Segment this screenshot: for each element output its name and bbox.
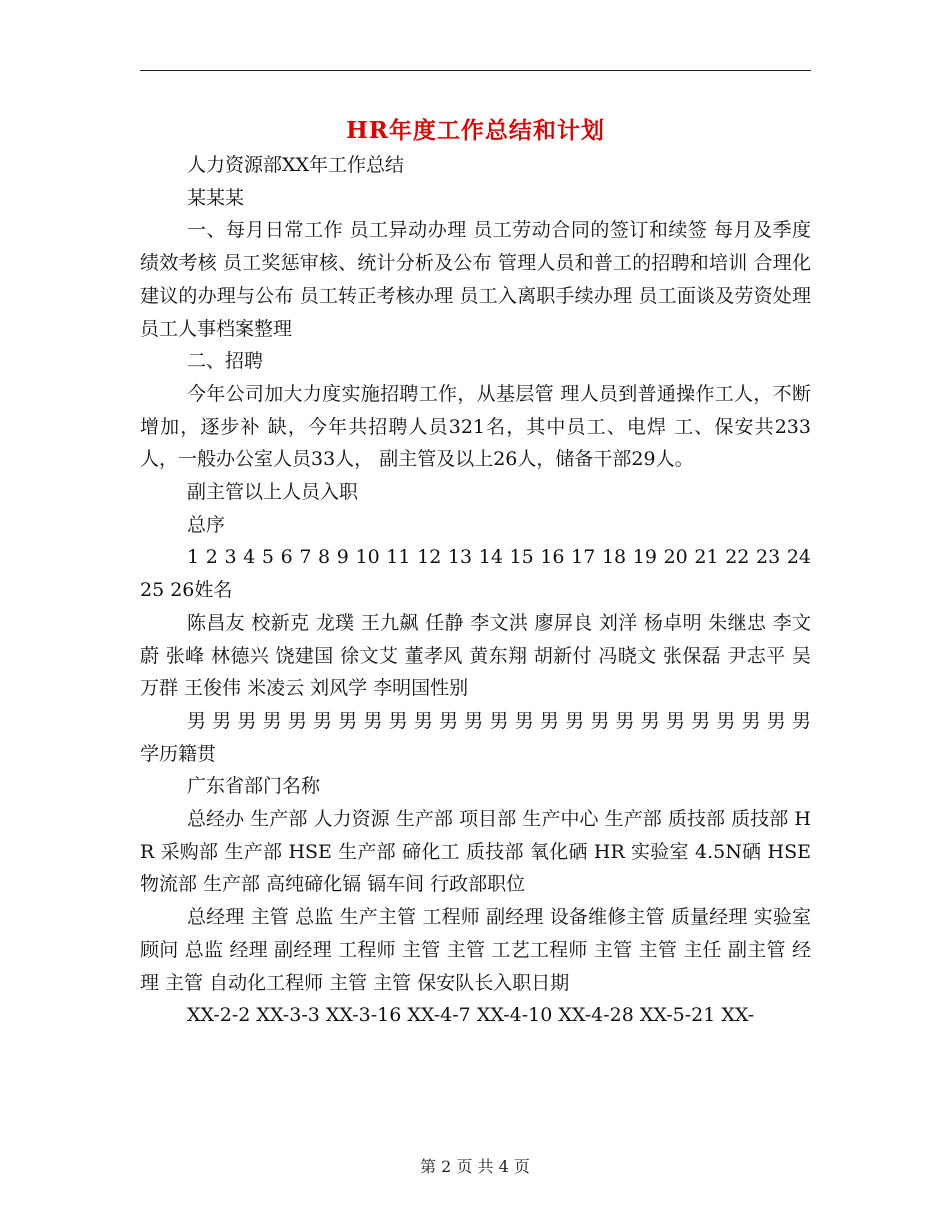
paragraph: 某某某 <box>187 186 245 209</box>
document-body <box>140 149 818 1032</box>
header-rule <box>140 70 811 71</box>
paragraph: 总序 <box>187 513 226 536</box>
paragraph: XX-2-2 XX-3-3 XX-3-16 XX-4-7 XX-4-10 XX-4-28 XX-5-21 XX- <box>187 1004 755 1027</box>
document-title: HR年度工作总结和计划 <box>346 117 605 144</box>
paragraph: 今年公司加大力度实施招聘工作，从基层管 理人员到普通操作工人，不断增加，逐步补 缺，今年共招聘人员321名，其中员工、电焊 工、保安共233人，一般办公室人员33人， 副主管及以上26人，储备干部29人。 <box>140 382 811 471</box>
paragraph: 副主管以上人员入职 <box>187 481 359 504</box>
paragraph: 男 男 男 男 男 男 男 男 男 男 男 男 男 男 男 男 男 男 男 男 男 男 男 男 男学历籍贯 <box>140 709 811 765</box>
paragraph: 一、每月日常工作 员工异动办理 员工劳动合同的签订和续签 每月及季度绩效考核 员工奖惩审核、统计分析及公布 管理人员和普工的招聘和培训 合理化建议的办理与公布 员工转正考核办理 员工入离职手续办理 员工面谈及劳资处理 员工人事档案整理 <box>140 219 818 340</box>
page-number-footer: 第 2 页 共 4 页 <box>420 1157 530 1176</box>
paragraph: 人力资源部XX年工作总结 <box>187 154 405 176</box>
paragraph: 1 2 3 4 5 6 7 8 9 10 11 12 13 14 15 16 17 18 19 20 21 22 23 24 25 26姓名 <box>140 546 818 602</box>
paragraph: 广东省部门名称 <box>187 775 321 798</box>
paragraph: 总经理 主管 总监 生产主管 工程师 副经理 设备维修主管 质量经理 实验室顾问 总监 经理 副经理 工程师 主管 主管 工艺工程师 主管 主管 主任 副主管 经理 主管 自动化工程师 主管 主管 保安队长入职日期 <box>140 906 811 994</box>
paragraph: 总经办 生产部 人力资源 生产部 项目部 生产中心 生产部 质技部 质技部 HR 采购部 生产部 HSE 生产部 碲化工 质技部 氧化硒 HR 实验室 4.5N硒 HSE 物流部 生产部 高纯碲化镉 镉车间 行政部职位 <box>140 808 818 896</box>
paragraph: 陈昌友 校新克 龙璞 王九飙 任静 李文洪 廖屏良 刘洋 杨卓明 朱继忠 李文蔚 张峰 林德兴 饶建国 徐文艾 董孝风 黄东翔 胡新付 冯晓文 张保磊 尹志平 吴万群 王俊伟 米凌云 刘风学 李明国性别 <box>140 611 811 700</box>
paragraph: 二、招聘 <box>187 350 264 373</box>
